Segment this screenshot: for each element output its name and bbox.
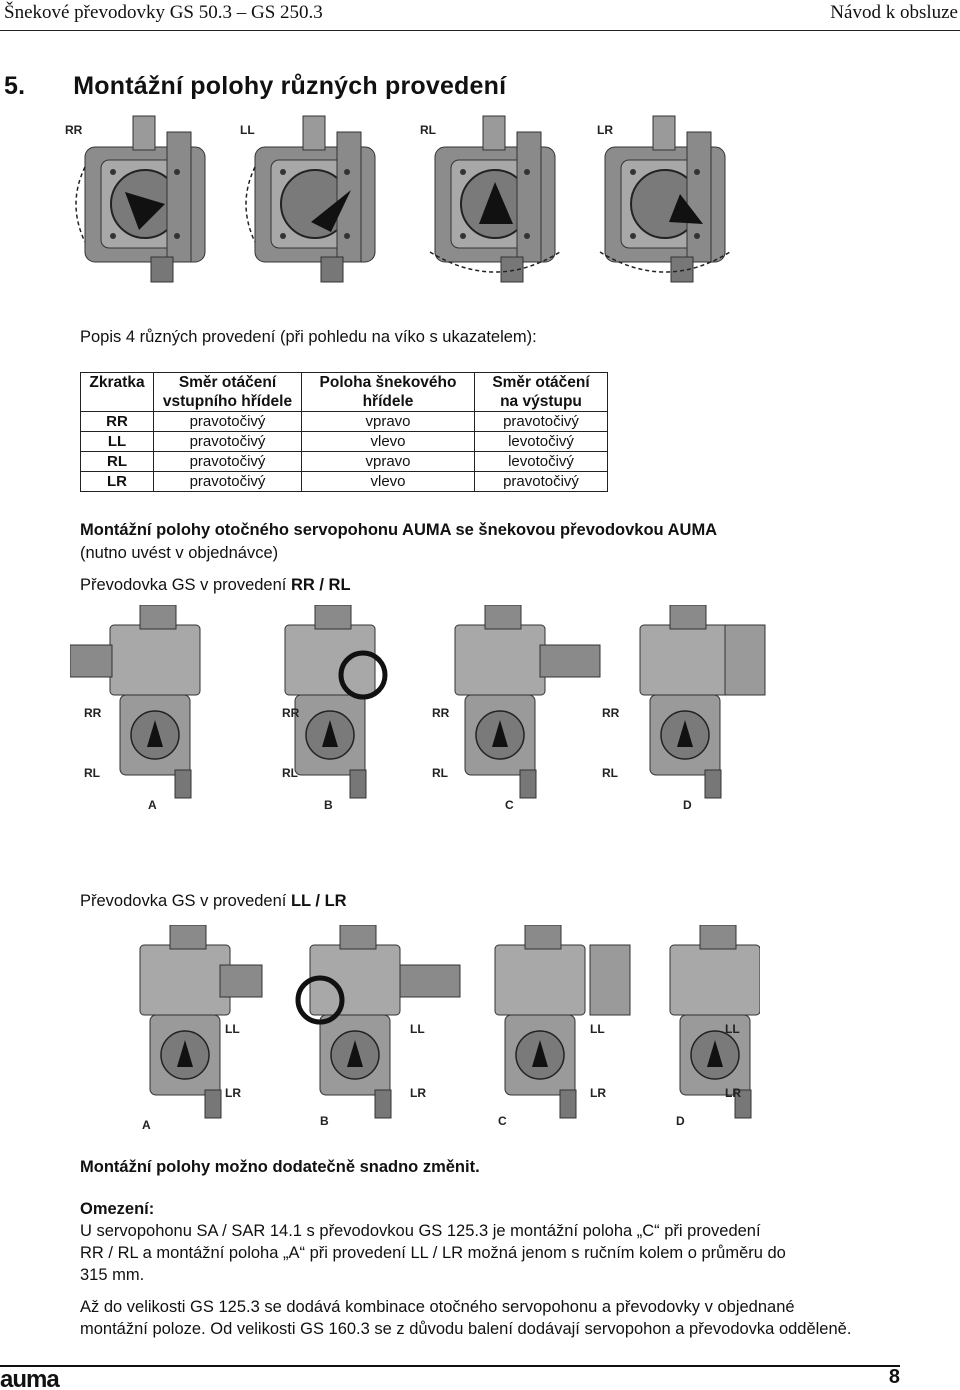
section-title-text: Montážní polohy různých provedení bbox=[73, 72, 507, 100]
table-cell: pravotočivý bbox=[154, 452, 302, 472]
gs-rr-rl-figures bbox=[70, 605, 775, 815]
table-header-row bbox=[81, 373, 608, 412]
header-manual-label: Návod k obsluze bbox=[830, 2, 958, 23]
ll-lr-variant-c: C bbox=[498, 1114, 507, 1128]
table-cell: levotočivý bbox=[475, 452, 608, 472]
table-cell: LL bbox=[81, 432, 154, 452]
limits-line-3: 315 mm. bbox=[80, 1266, 145, 1284]
table-cell: pravotočivý bbox=[154, 412, 302, 432]
table-row bbox=[81, 432, 608, 452]
gs-rr-rl-prefix: Převodovka GS v provedení bbox=[80, 576, 291, 594]
rr-rl-c-rl: RL bbox=[432, 766, 448, 780]
section-title bbox=[4, 72, 506, 101]
table-cell: pravotočivý bbox=[154, 432, 302, 452]
gs-ll-lr-figures bbox=[70, 925, 760, 1135]
fig-label-rl: RL bbox=[420, 123, 436, 137]
gs-ll-lr-suffix: LL / LR bbox=[290, 892, 347, 910]
table-cell: levotočivý bbox=[475, 432, 608, 452]
header-divider bbox=[0, 30, 960, 31]
rr-rl-a-rl: RL bbox=[84, 766, 100, 780]
final-line-1: Až do velikosti GS 125.3 se dodává kombinace otočného servopohonu a převodovky v objednané bbox=[80, 1298, 795, 1316]
table-cell: pravotočivý bbox=[475, 472, 608, 492]
table-cell: pravotočivý bbox=[154, 472, 302, 492]
th-abbrev-text: Zkratka bbox=[89, 374, 145, 391]
gs-rr-rl-suffix: RR / RL bbox=[290, 576, 351, 594]
fig-label-lr: LR bbox=[597, 123, 613, 137]
gs-ll-lr-heading bbox=[80, 892, 347, 911]
th-abbrev bbox=[81, 373, 154, 412]
ll-lr-d-ll: LL bbox=[725, 1022, 740, 1036]
variant-b-label: B bbox=[324, 798, 333, 812]
ll-lr-a-ll: LL bbox=[225, 1022, 240, 1036]
ll-lr-b-lr: LR bbox=[410, 1086, 426, 1100]
th-input-rotation bbox=[154, 373, 302, 412]
mounting-table bbox=[80, 372, 608, 492]
limits-line-2: RR / RL a montážní poloha „A“ při provedení LL / LR možná jenom s ručním kolem o průměru do bbox=[80, 1244, 786, 1262]
table-row bbox=[81, 472, 608, 492]
ll-lr-c-ll: LL bbox=[590, 1022, 605, 1036]
variant-a-label: A bbox=[148, 798, 157, 812]
ll-lr-d-lr: LR bbox=[725, 1086, 741, 1100]
table-cell: pravotočivý bbox=[475, 412, 608, 432]
variant-c-label: C bbox=[505, 798, 514, 812]
gs-ll-lr-prefix: Převodovka GS v provedení bbox=[80, 892, 291, 910]
table-cell: RL bbox=[81, 452, 154, 472]
table-cell: vlevo bbox=[302, 472, 475, 492]
table-cell: vpravo bbox=[302, 452, 475, 472]
footer-divider bbox=[0, 1365, 900, 1367]
table-intro: Popis 4 různých provedení (při pohledu na víko s ukazatelem): bbox=[80, 328, 537, 346]
final-line-2: montážní poloze. Od velikosti GS 160.3 se z důvodu balení dodávají servopohon a převodovka odděleně. bbox=[80, 1320, 852, 1338]
rr-rl-a-rr: RR bbox=[84, 706, 102, 720]
th-output-rotation bbox=[475, 373, 608, 412]
ll-lr-variant-a: A bbox=[142, 1118, 151, 1132]
rr-rl-d-rl: RL bbox=[602, 766, 618, 780]
th-worm-position-l1: Poloha šnekového bbox=[319, 374, 457, 391]
ll-lr-variant-d: D bbox=[676, 1114, 685, 1128]
th-input-rotation-l1: Směr otáčení bbox=[178, 374, 277, 391]
ll-lr-b-ll: LL bbox=[410, 1022, 425, 1036]
table-row bbox=[81, 412, 608, 432]
fig-label-ll: LL bbox=[240, 123, 255, 137]
table-cell: vlevo bbox=[302, 432, 475, 452]
limits-line-1: U servopohonu SA / SAR 14.1 s převodovkou GS 125.3 je montážní poloha „C“ při provedení bbox=[80, 1222, 761, 1240]
fig-label-rr: RR bbox=[65, 123, 83, 137]
header-doc-title: Šnekové převodovky GS 50.3 – GS 250.3 bbox=[4, 2, 323, 23]
ll-lr-c-lr: LR bbox=[590, 1086, 606, 1100]
ll-lr-a-lr: LR bbox=[225, 1086, 241, 1100]
mount-note: (nutno uvést v objednávce) bbox=[80, 544, 279, 562]
auma-logo-text: auma bbox=[0, 1369, 59, 1389]
mount-heading: Montážní polohy otočného servopohonu AUMA se šnekovou převodovkou AUMA bbox=[80, 521, 718, 539]
rr-rl-b-rl: RL bbox=[282, 766, 298, 780]
top-gearbox-figures bbox=[55, 112, 735, 292]
limits-heading: Omezení: bbox=[80, 1200, 155, 1218]
th-output-rotation-l2: na výstupu bbox=[500, 393, 582, 410]
auma-logo bbox=[0, 1369, 96, 1389]
page-number: 8 bbox=[888, 1366, 900, 1388]
th-worm-position-l2: hřídele bbox=[362, 393, 414, 410]
table-row bbox=[81, 452, 608, 472]
rr-rl-d-rr: RR bbox=[602, 706, 620, 720]
variant-d-label: D bbox=[683, 798, 692, 812]
rr-rl-b-rr: RR bbox=[282, 706, 300, 720]
table-cell: LR bbox=[81, 472, 154, 492]
section-number: 5. bbox=[4, 72, 26, 100]
change-note: Montážní polohy možno dodatečně snadno změnit. bbox=[80, 1158, 480, 1176]
th-output-rotation-l1: Směr otáčení bbox=[492, 374, 590, 391]
th-worm-position bbox=[302, 373, 475, 412]
rr-rl-c-rr: RR bbox=[432, 706, 450, 720]
ll-lr-variant-b: B bbox=[320, 1114, 329, 1128]
table-cell: vpravo bbox=[302, 412, 475, 432]
gs-rr-rl-heading bbox=[80, 576, 351, 595]
th-input-rotation-l2: vstupního hřídele bbox=[162, 393, 293, 410]
table-cell: RR bbox=[81, 412, 154, 432]
